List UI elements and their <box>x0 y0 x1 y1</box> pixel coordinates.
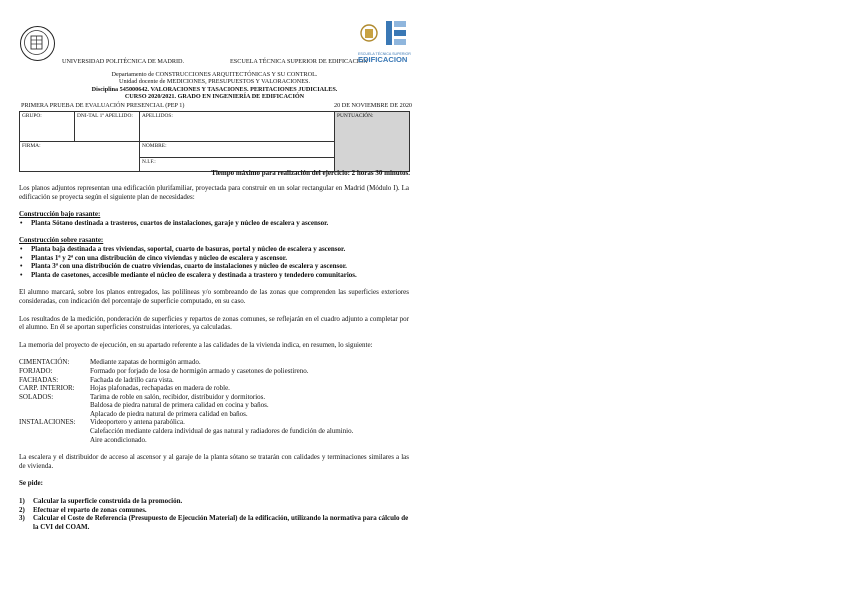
memory-key: FACHADAS: <box>19 375 59 384</box>
school-name: ESCUELA TÉCNICA SUPERIOR DE EDIFICACIÓN <box>230 58 368 65</box>
score-field <box>335 112 410 172</box>
memory-value: Videoportero y antena parabólica. <box>90 418 185 427</box>
student-info-form <box>19 111 410 172</box>
question-text: Calcular el Coste de Referencia (Presupuesto de Ejecución Material) de la edificación, utilizando la normativa para cálculo de la CVI del COAM. <box>33 514 409 531</box>
question-item <box>19 514 409 531</box>
exam-title: PRIMERA PRUEBA DE EVALUACIÓN PRESENCIAL (PEP 1) <box>21 102 185 109</box>
above-grade-list <box>19 245 409 279</box>
below-grade-list <box>19 219 409 228</box>
memory-row <box>19 376 409 385</box>
list-item: • Planta Sótano destinada a trasteros, cuartos de instalaciones, garaje y núcleo de escalera y ascensor. <box>31 219 409 228</box>
memory-key: CARP. INTERIOR: <box>19 384 75 393</box>
exam-date: 20 DE NOVIEMBRE DE 2020 <box>334 102 413 109</box>
paragraph-memory-intro: La memoria del proyecto de ejecución, en su apartado referente a las calidades de la vivienda indica, en resumen, lo siguiente: <box>19 340 373 349</box>
memory-value: Fachada de ladrillo cara vista. <box>90 375 174 384</box>
question-number: 3) <box>19 514 25 523</box>
exam-body <box>19 184 409 531</box>
memory-key: INSTALACIONES: <box>19 418 76 427</box>
question-number: 2) <box>19 505 25 514</box>
question-text: Calcular la superficie construida de la promoción. <box>33 497 183 506</box>
score-label: PUNTUACIÓN: <box>337 113 374 119</box>
crest-icon <box>358 19 410 47</box>
memory-row <box>19 393 409 419</box>
paragraph-results: Los resultados de la medición, ponderación de superficies y repartos de zonas comunes, se reflejarán en el cuadro adjunto a completar por el alumno. En él se aportan superficies construidas interiores, ya calculadas. <box>19 314 409 332</box>
time-note: Tiempo máximo para realización del ejercicio: 2 horas 30 minutos. <box>211 169 410 177</box>
list-item: • Planta de casetones, accesible mediante el núcleo de escalera y destinada a trastero y tendedero comunitarios. <box>31 271 409 280</box>
memory-key: FORJADO: <box>19 366 53 375</box>
memory-row <box>19 358 409 367</box>
memory-value: Tarima de roble en salón, recibidor, distribuidor y dormitorios. <box>90 392 266 401</box>
memory-specs <box>19 358 409 444</box>
teaching-unit: Unidad docente de MEDICIONES, PRESUPUESTOS Y VALORACIONES. <box>118 78 310 86</box>
university-name: UNIVERSIDAD POLITÉCNICA DE MADRID. <box>62 58 185 65</box>
surnames-label: APELLIDOS: <box>142 113 173 119</box>
memory-value: Aplacado de piedra natural de primera calidad en baños. <box>90 409 248 418</box>
above-grade-title: Construcción sobre rasante: <box>19 236 104 245</box>
question-number: 1) <box>19 497 25 506</box>
question-text: Efectuar el reparto de zonas comunes. <box>33 505 147 514</box>
group-label: GRUPO: <box>22 113 42 119</box>
paragraph-marking: El alumno marcará, sobre los planos entregados, las polilíneas y/o sombreando de las zonas que comprenden las superficies exteriores consideradas, con indicación del porcentaje de superficie computado, en su caso. <box>19 288 409 305</box>
signature-label: FIRMA: <box>22 143 41 149</box>
nif-label: N.I.F.: <box>142 159 156 165</box>
memory-row <box>19 418 409 444</box>
memory-value: Formado por forjado de losa de hormigón armado y casetones de poliestireno. <box>90 366 309 375</box>
below-grade-title: Construcción bajo rasante: <box>19 210 101 219</box>
logo-subtitle: ESCUELA TÉCNICA SUPERIOR <box>358 52 411 56</box>
surnames-field[interactable] <box>140 112 335 142</box>
memory-value: Hojas plafonadas, rechapadas en madera de roble. <box>90 384 230 393</box>
university-seal-logo <box>20 26 55 61</box>
list-item: • Planta baja destinada a tres viviendas, soportal, cuarto de basuras, portal y núcleo de escalera y ascensor. <box>31 245 409 254</box>
name-label: NOMBRE: <box>142 143 167 149</box>
memory-value: Baldosa de piedra natural de primera calidad en cocina y baños. <box>90 401 269 410</box>
intro-paragraph: Los planos adjuntos representan una edificación plurifamiliar, proyectada para construir en un solar rectangular en Madrid (Módulo I). La edificación se proyecta según el siguiente plan de necesidades: <box>19 184 409 201</box>
memory-value: Mediante zapatas de hormigón armado. <box>90 358 201 367</box>
memory-value: Calefacción mediante caldera individual de gas natural y radiadores de fundición de aluminio. <box>90 427 354 436</box>
logo-title: EDIFICACION <box>358 55 408 64</box>
signature-field[interactable] <box>20 142 140 172</box>
course-name: CURSO 2020/2021. GRADO EN INGENIERÍA DE EDIFICACIÓN <box>124 93 305 101</box>
group-field[interactable] <box>20 112 75 142</box>
list-item: • Plantas 1ª y 2ª con una distribución de cinco viviendas y núcleo de escalera y ascensor. <box>31 254 409 263</box>
memory-key: CIMENTACIÓN: <box>19 358 70 367</box>
memory-row <box>19 384 409 393</box>
name-field[interactable] <box>140 142 335 158</box>
asks-title: Se pide: <box>19 479 43 488</box>
question-item <box>19 506 409 515</box>
question-list <box>19 497 409 531</box>
school-logo <box>358 19 410 63</box>
memory-row <box>19 367 409 376</box>
memory-key: SOLADOS: <box>19 392 54 401</box>
subject-name: Disciplina 545000642. VALORACIONES Y TASACIONES. PERITACIONES JUDICIALES. <box>91 85 338 93</box>
list-item: • Planta 3ª con una distribución de cuatro viviendas, cuarto de instalaciones y núcleo de escalera y ascensor. <box>31 262 409 271</box>
memory-value: Aire acondicionado. <box>90 435 147 444</box>
department-name: Departamento de CONSTRUCCIONES ARQUITECTÓNICAS Y SU CONTROL. <box>111 71 318 78</box>
department-block <box>19 71 410 101</box>
dni-label: DNI-TAL 1º APELLIDO: <box>77 113 133 119</box>
question-item <box>19 497 409 506</box>
paragraph-stairs: La escalera y el distribuidor de acceso al ascensor y al garaje de la planta sótano se tratarán con calidades y terminaciones similares a las de vivienda. <box>19 453 409 470</box>
dni-field[interactable] <box>75 112 140 142</box>
